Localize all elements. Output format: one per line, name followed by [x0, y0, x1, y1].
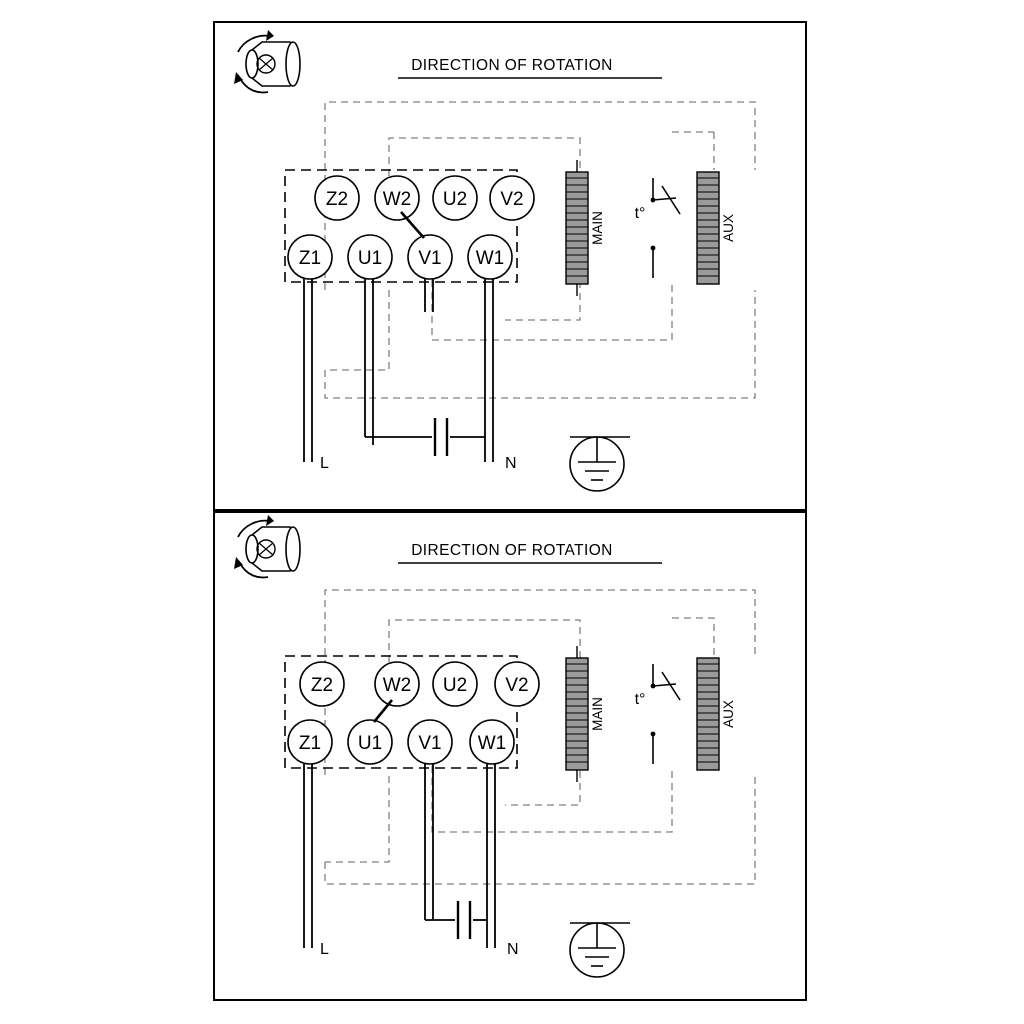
terminal-v1-2-label: V1: [418, 733, 442, 754]
dashed-aux-top-link-bottom: [672, 618, 714, 656]
label-line-top: L: [320, 455, 329, 472]
label-neutral-top: N: [505, 455, 517, 472]
panel-top-title: DIRECTION OF ROTATION: [411, 57, 613, 74]
terminal-w1-2-label: W1: [477, 733, 507, 754]
terminals-row-upper-bottom: [300, 662, 539, 706]
jumper-w2-u1: [374, 700, 392, 722]
coil-main-top: [566, 160, 605, 296]
earth-ground-icon-top: [570, 437, 630, 491]
terminal-w2-2-label: W2: [382, 675, 412, 696]
terminal-z2-2-label: Z2: [310, 675, 334, 696]
panel-bottom-title: DIRECTION OF ROTATION: [411, 542, 613, 559]
motor-shaft-rotation-cw-icon: [234, 515, 300, 577]
capacitor-icon-top: [435, 418, 447, 456]
terminal-u2-2-label: U2: [442, 675, 468, 696]
terminal-w2-label: W2: [382, 189, 412, 210]
thermal-switch-label: t°: [634, 205, 646, 222]
terminal-u2-label: U2: [442, 189, 468, 210]
label-neutral-bottom: N: [507, 941, 519, 958]
terminal-u1-label: U1: [357, 248, 383, 269]
dashed-loop-v1-aux: [432, 280, 672, 340]
coil-main-label-2: MAIN: [590, 697, 605, 731]
jumper-w2-v1: [401, 212, 424, 238]
thermal-switch-label-2: t°: [634, 691, 646, 708]
coil-aux-label-2: AUX: [721, 700, 736, 728]
dashed-loop-u1-return: [325, 290, 389, 370]
terminals-row-upper-top: [315, 176, 534, 220]
terminal-w1-label: W1: [475, 248, 505, 269]
coil-main-label: MAIN: [590, 211, 605, 245]
panel-bottom: [234, 515, 755, 977]
terminal-v2-2-label: V2: [505, 675, 529, 696]
coil-aux-label: AUX: [721, 214, 736, 242]
thermal-switch-top: [635, 178, 680, 278]
dashed-loop-u1-return-2: [325, 776, 389, 862]
coil-main-bottom: [566, 646, 605, 782]
terminal-v2-label: V2: [500, 189, 524, 210]
terminal-u1-2-label: U1: [357, 733, 383, 754]
coil-aux-bottom: [697, 658, 736, 770]
dashed-loop-v1-aux-bottom: [432, 766, 672, 832]
label-line-bottom: L: [320, 941, 329, 958]
earth-ground-icon-bottom: [570, 923, 630, 977]
terminal-v1-label: V1: [418, 248, 442, 269]
capacitor-icon-bottom: [458, 901, 470, 939]
terminals-row-lower-bottom: [288, 720, 514, 764]
supply-wiring-bottom: [304, 764, 495, 948]
motor-shaft-rotation-ccw-icon: [234, 30, 300, 92]
dashed-loop-w2-main-bottom: [389, 620, 580, 805]
panel-top: [234, 30, 755, 491]
terminals-row-lower-top: [288, 235, 512, 279]
coil-aux-top: [697, 172, 736, 284]
terminal-z1-label: Z1: [298, 248, 322, 269]
terminal-z1-2-label: Z1: [298, 733, 322, 754]
thermal-switch-bottom: [635, 664, 680, 764]
terminal-z2-label: Z2: [325, 189, 349, 210]
